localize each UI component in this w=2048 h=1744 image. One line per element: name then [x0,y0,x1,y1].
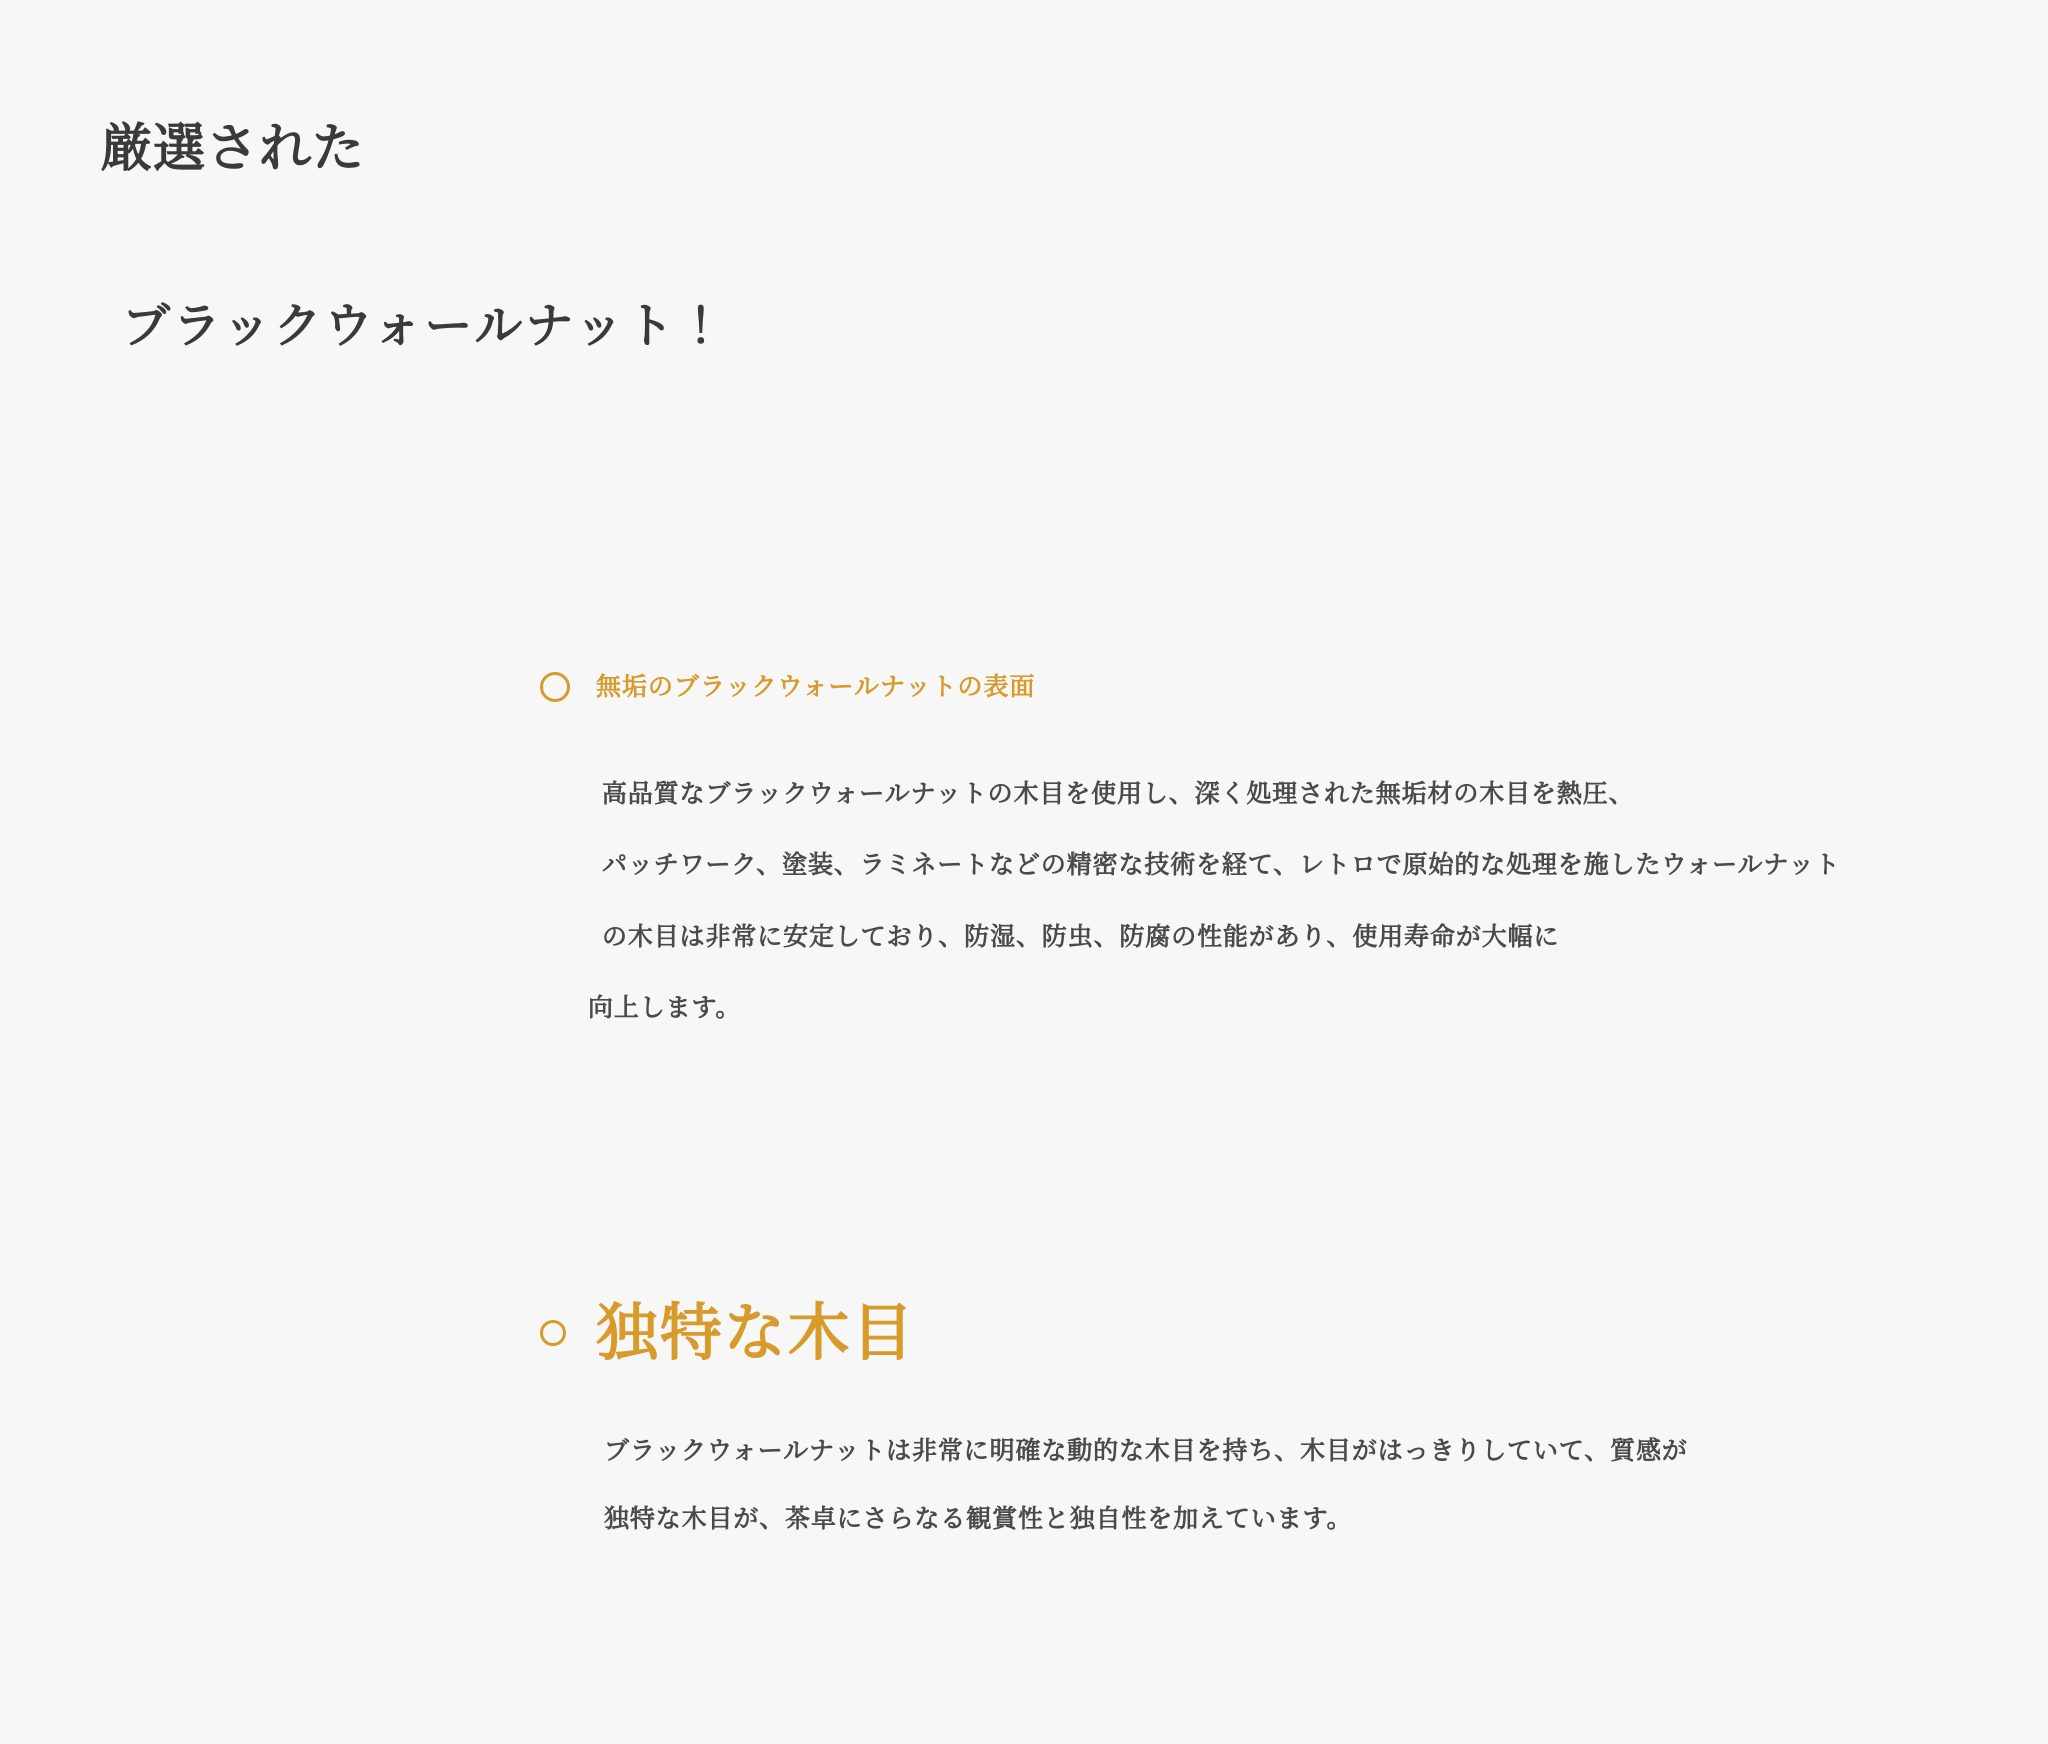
ring-bullet-icon [540,1320,566,1346]
feature-heading [540,672,2048,702]
feature-heading [540,1296,2048,1369]
feature-body-line: 高品質なブラックウォールナットの木目を使用し、深く処理された無垢材の木目を熱圧、 [602,779,1635,808]
feature-section-surface [540,672,2048,1043]
headline-line-1: 厳選された [100,119,366,179]
feature-list [540,672,2048,1552]
feature-body [598,1417,2048,1552]
feature-body-line: パッチワーク、塗装、ラミネートなどの精密な技術を経て、レトロで原始的な処理を施したウォールナット [602,850,1841,880]
feature-title: 無垢のブラックウォールナットの表面 [596,672,1036,702]
feature-body-line: 向上します。 [588,992,742,1022]
feature-body-line: 独特な木目が、茶卓にさらなる観賞性と独自性を加えています。 [604,1503,1353,1533]
feature-section-grain [540,1296,2048,1552]
feature-title: 独特な木目 [596,1296,916,1369]
feature-body [588,758,2048,1043]
headline-block [100,118,1200,356]
feature-body-line: の木目は非常に安定しており、防湿、防虫、防腐の性能があり、使用寿命が大幅に [602,921,1560,951]
ring-bullet-icon [540,672,570,702]
feature-body-line: ブラックウォールナットは非常に明確な動的な木目を持ち、木目がはっきりしていて、質感が [604,1436,1688,1466]
headline-line-2: ブラックウォールナット！ [122,298,728,355]
